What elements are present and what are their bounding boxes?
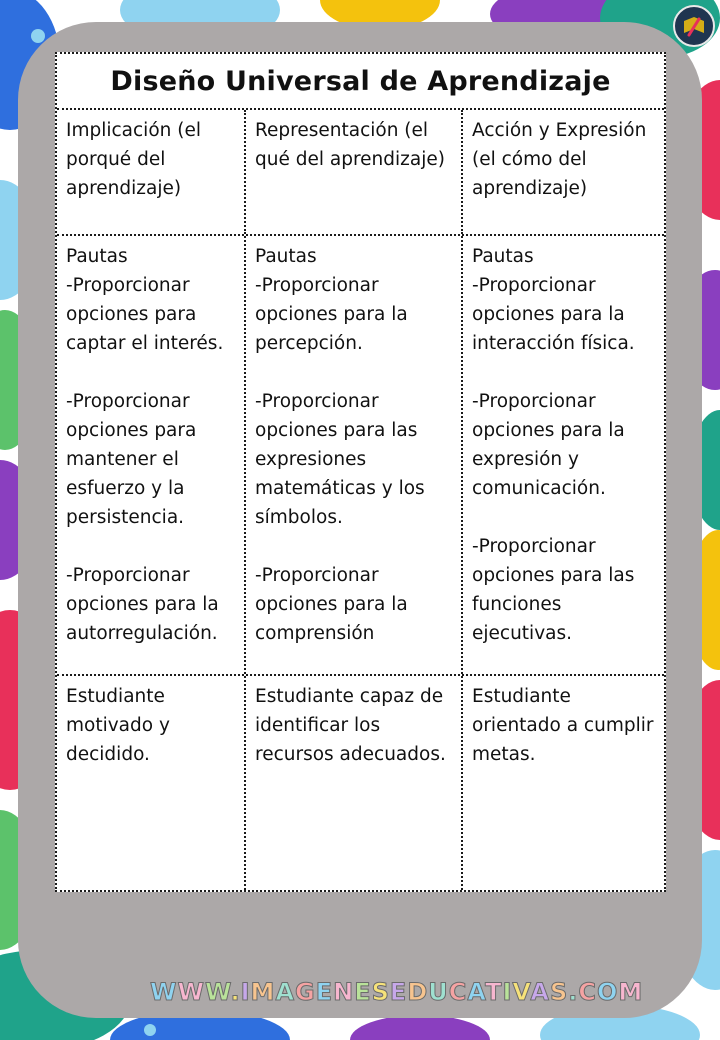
footer-letter: A bbox=[530, 978, 550, 1006]
guidelines-label: Pautas bbox=[472, 246, 534, 267]
footer-letter: M bbox=[250, 978, 276, 1006]
footer-letter: C bbox=[448, 978, 468, 1006]
column-header-representacion: Representación (el qué del aprendizaje) bbox=[246, 110, 463, 234]
column-header-implicacion: Implicación (el porqué del aprendizaje) bbox=[57, 110, 246, 234]
footer-letter: D bbox=[407, 978, 429, 1006]
footer-letter: . bbox=[568, 978, 579, 1006]
column-header-accion-expresion: Acción y Expresión (el cómo del aprendizaje) bbox=[472, 120, 647, 199]
guidelines-cell-representacion bbox=[246, 236, 463, 674]
dua-table bbox=[55, 52, 666, 892]
outcome-row bbox=[57, 676, 664, 890]
footer-letter: O bbox=[596, 978, 619, 1006]
footer-letter: W bbox=[204, 978, 231, 1006]
website-footer bbox=[150, 978, 644, 1012]
guidelines-row bbox=[57, 236, 664, 676]
book-pencil-logo-icon bbox=[673, 5, 715, 47]
guideline-item: -Proporcionar opciones para la expresión y comunicación. bbox=[472, 391, 625, 499]
guidelines-label: Pautas bbox=[66, 246, 128, 267]
footer-letter: W bbox=[150, 978, 178, 1006]
footer-letter: V bbox=[512, 978, 531, 1006]
guidelines-cell-implicacion bbox=[57, 236, 246, 674]
guideline-item: -Proporcionar opciones para la autorregulación. bbox=[66, 565, 219, 644]
footer-letter: A bbox=[467, 978, 486, 1006]
header-row bbox=[57, 110, 664, 236]
footer-letter: I bbox=[240, 978, 251, 1006]
footer-letter: . bbox=[230, 978, 241, 1006]
footer-letter: E bbox=[389, 978, 408, 1006]
footer-letter: W bbox=[177, 978, 205, 1006]
footer-letter: I bbox=[502, 978, 513, 1006]
outcome-cell-accion-expresion: Estudiante orientado a cumplir metas. bbox=[472, 686, 654, 765]
guidelines-cell-accion-expresion bbox=[463, 236, 664, 674]
page-title: Diseño Universal de Aprendizaje bbox=[57, 54, 664, 110]
footer-letter: M bbox=[618, 978, 644, 1006]
guideline-item: -Proporcionar opciones para la comprensión bbox=[255, 565, 408, 644]
guideline-item: -Proporcionar opciones para las funciones ejecutivas. bbox=[472, 536, 635, 644]
footer-letter: E bbox=[315, 978, 334, 1006]
guidelines-label: Pautas bbox=[255, 246, 317, 267]
guideline-item: -Proporcionar opciones para la percepción. bbox=[255, 275, 408, 354]
footer-letter: T bbox=[485, 978, 503, 1006]
footer-letter: S bbox=[549, 978, 569, 1006]
guideline-item: -Proporcionar opciones para la interacción física. bbox=[472, 275, 635, 354]
guideline-item: -Proporcionar opciones para mantener el esfuerzo y la persistencia. bbox=[66, 391, 197, 528]
footer-letter: E bbox=[354, 978, 372, 1006]
outcome-cell-implicacion: Estudiante motivado y decidido. bbox=[57, 676, 246, 890]
guideline-item: -Proporcionar opciones para las expresiones matemáticas y los símbolos. bbox=[255, 391, 425, 528]
footer-letter: G bbox=[295, 978, 316, 1006]
footer-letter: A bbox=[275, 978, 296, 1006]
footer-letter: N bbox=[333, 978, 355, 1006]
footer-letter: S bbox=[371, 978, 390, 1006]
guideline-item: -Proporcionar opciones para captar el interés. bbox=[66, 275, 224, 354]
footer-letter: U bbox=[428, 978, 449, 1006]
footer-letter: C bbox=[578, 978, 597, 1006]
outcome-cell-representacion: Estudiante capaz de identificar los recursos adecuados. bbox=[246, 676, 463, 890]
